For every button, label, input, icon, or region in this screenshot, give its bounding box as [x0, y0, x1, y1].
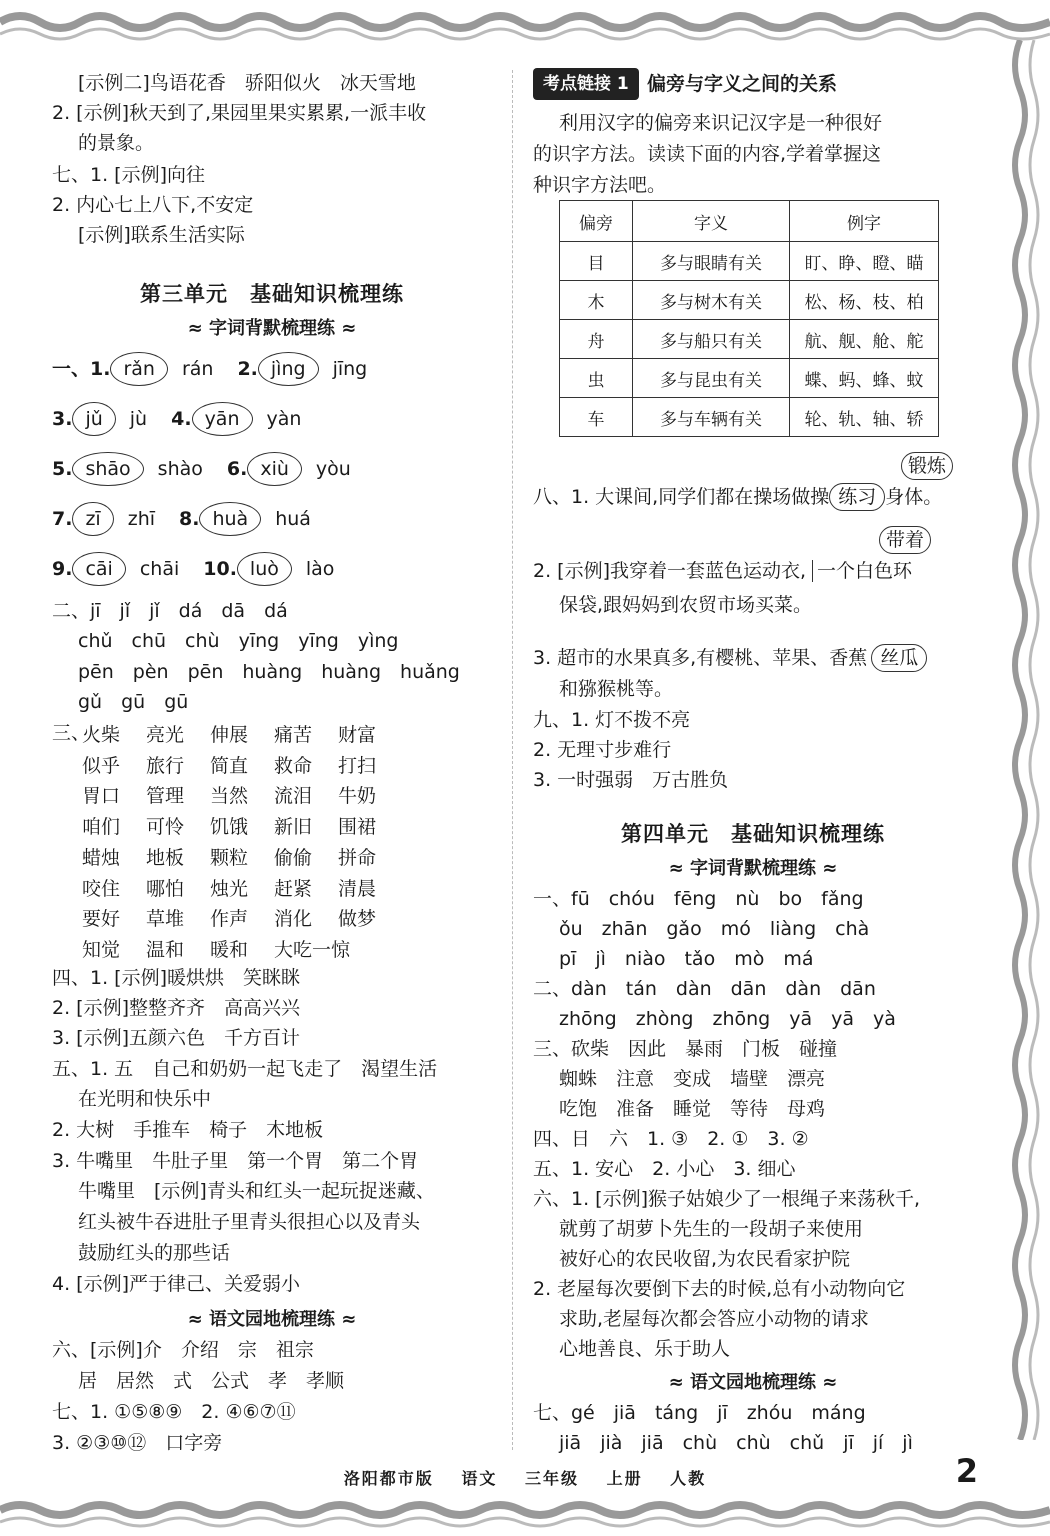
answer-line: 求助,老屋每次都会答应小动物的请求 — [559, 1308, 870, 1330]
answer-line: pī jì niào tǎo mò má — [559, 948, 814, 970]
question-number: 9. — [52, 558, 73, 580]
word: 当然 — [210, 785, 249, 808]
word: 流泪 — [274, 785, 313, 808]
footer-subject: 语文 — [461, 1469, 498, 1488]
pinyin: huá — [275, 508, 311, 530]
radical-table — [559, 200, 939, 437]
table-cell: 多与船只有关 — [633, 320, 790, 359]
answer-line: 2. 无理寸步难行 — [533, 739, 672, 761]
question-number: 2. — [237, 358, 258, 380]
answer-line: 4. [示例]严于律己、关爱弱小 — [52, 1273, 300, 1295]
answer-line: 保袋,跟妈妈到农贸市场买菜。 — [559, 594, 813, 616]
circled-pinyin: huà — [199, 502, 261, 536]
footer-edition: 洛阳都市版 — [343, 1469, 434, 1488]
word: 饥饿 — [210, 816, 249, 839]
table-header: 偏旁 — [560, 201, 633, 242]
circled-pinyin: zī — [72, 502, 113, 536]
section-subtitle: ≈ 字词背默梳理练 ≈ — [187, 318, 357, 339]
answer-line: 七、1. ①⑤⑧⑨ 2. ④⑥⑦⑪ — [52, 1401, 296, 1423]
word: 大吃一惊 — [274, 938, 351, 961]
pinyin-row — [52, 552, 358, 586]
answer-line: 六、1. [示例]猴子姑娘少了一根绳子来荡秋千, — [533, 1188, 921, 1210]
footer-publisher: 人教 — [670, 1469, 707, 1488]
word: 救命 — [274, 754, 313, 777]
footer — [0, 1466, 1050, 1489]
answer-line: 三、砍柴 因此 暴雨 门板 碰撞 — [533, 1038, 838, 1060]
table-cell: 多与眼睛有关 — [633, 242, 790, 281]
word: 咬住 — [82, 877, 121, 900]
table-row — [560, 359, 939, 398]
word: 似乎 — [82, 754, 121, 777]
word: 做梦 — [338, 908, 377, 931]
question-number: 一、1. — [52, 358, 111, 380]
unit-title: 第四单元 基础知识梳理练 — [621, 822, 885, 846]
word: 作声 — [210, 908, 249, 931]
table-cell: 多与昆虫有关 — [633, 359, 790, 398]
answer-line: 四、日 六 1. ③ 2. ① 3. ② — [533, 1128, 809, 1150]
answer-line: gǔ gū gū — [78, 691, 189, 713]
answer-line: 被好心的农民收留,为农民看家护院 — [559, 1248, 851, 1270]
answer-line: zhōng zhòng zhōng yā yā yà — [559, 1008, 896, 1030]
answer-line: 的景象。 — [78, 132, 155, 154]
intro-line: 种识字方法吧。 — [533, 174, 667, 196]
question-number: 4. — [171, 408, 192, 430]
top-border — [0, 0, 1050, 50]
table-cell: 松、杨、枝、柏 — [790, 281, 939, 320]
word: 要好 — [82, 908, 121, 931]
table-row — [560, 398, 939, 437]
answer-line — [533, 558, 912, 584]
unit-title: 第三单元 基础知识梳理练 — [140, 282, 404, 306]
word: 可怜 — [146, 816, 185, 839]
word-row — [82, 874, 402, 901]
answer-line: 2. 老屋每次要倒下去的时候,总有小动物向它 — [533, 1278, 906, 1300]
circled-pinyin: jìng — [258, 352, 319, 386]
circled-pinyin: xiù — [247, 452, 302, 486]
word: 清晨 — [338, 877, 377, 900]
answer-line: 二、dàn tán dàn dān dàn dān — [533, 978, 876, 1000]
word-row — [82, 904, 402, 931]
circled-pinyin: rǎn — [110, 352, 168, 386]
answer-text: 3. 超市的水果真多,有樱桃、苹果、香蕉 — [533, 647, 868, 669]
word: 知觉 — [82, 938, 121, 961]
table-row — [560, 320, 939, 359]
word: 赶紧 — [274, 877, 313, 900]
pinyin: yàn — [266, 408, 302, 430]
pinyin: rán — [181, 358, 214, 380]
answer-line: 和猕猴桃等。 — [559, 678, 674, 700]
answer-line: 一、fū chóu fēng nù bo fǎng — [533, 888, 864, 910]
question-number: 6. — [226, 458, 248, 480]
answer-line — [533, 483, 942, 511]
table-cell: 目 — [560, 242, 633, 281]
question-number: 10. — [203, 558, 237, 580]
answer-line: 红头被牛吞进肚子里青头很担心以及青头 — [78, 1211, 421, 1233]
intro-line: 利用汉字的偏旁来识记汉字是一种很好 — [559, 112, 883, 134]
word: 哪怕 — [146, 877, 185, 900]
word: 咱们 — [82, 816, 121, 839]
pinyin: jù — [129, 408, 148, 430]
pinyin: chāi — [139, 558, 180, 580]
table-header: 例字 — [790, 201, 939, 242]
correction-label: 带着 — [879, 526, 931, 554]
answer-line: 七、gé jiā táng jī zhóu máng — [533, 1402, 866, 1424]
table-cell: 木 — [560, 281, 633, 320]
table-row — [560, 281, 939, 320]
intro-line: 的识字方法。读读下面的内容,学着掌握这 — [533, 143, 882, 165]
page-number: 2 — [955, 1452, 978, 1490]
word: 新旧 — [274, 816, 313, 839]
word: 简直 — [210, 754, 249, 777]
table-cell: 轮、轨、轴、轿 — [790, 398, 939, 437]
word: 胃口 — [82, 785, 121, 808]
answer-line: 3. 一时强弱 万古胜负 — [533, 769, 729, 791]
word: 暖和 — [210, 938, 249, 961]
pinyin: jīng — [332, 358, 368, 380]
table-cell: 虫 — [560, 359, 633, 398]
word: 蜡烛 — [82, 846, 121, 869]
answer-line: 3. ②③⑩⑫ 口字旁 — [52, 1432, 223, 1454]
answer-line — [533, 644, 927, 672]
answer-text: 八、1. 大课间,同学们都在操场做操 — [533, 486, 830, 508]
table-cell: 舟 — [560, 320, 633, 359]
word: 牛奶 — [338, 785, 377, 808]
exam-point-badge: 考点链接 1 — [533, 68, 639, 100]
answer-line: 3. [示例]五颜六色 千方百计 — [52, 1027, 300, 1049]
pinyin: shào — [157, 458, 203, 480]
word: 地板 — [146, 846, 185, 869]
word: 亮光 — [146, 724, 185, 746]
word: 消化 — [274, 908, 313, 931]
circled-pinyin: jǔ — [72, 402, 115, 436]
answer-text: 身体。 — [885, 486, 943, 508]
question-number: 3. — [52, 408, 73, 430]
question-number: 8. — [179, 508, 200, 530]
pinyin-row — [52, 452, 375, 486]
answer-line: 七、1. [示例]向往 — [52, 164, 205, 186]
answer-line: 2. 大树 手推车 椅子 木地板 — [52, 1119, 324, 1141]
pinyin-row — [52, 502, 335, 536]
word: 伸展 — [210, 724, 249, 746]
circled-pinyin: shāo — [72, 452, 143, 486]
answer-line: 四、1. [示例]暖烘烘 笑眯眯 — [52, 967, 300, 989]
answer-text: 2. [示例]我穿着一套蓝色运动衣, — [533, 560, 807, 582]
badge-title: 偏旁与字义之间的关系 — [647, 73, 838, 95]
answer-line: 鼓励红头的那些话 — [78, 1242, 231, 1264]
answer-line: 居 居然 式 公式 孝 孝顺 — [78, 1370, 345, 1392]
answer-line: 六、[示例]介 介绍 宗 祖宗 — [52, 1339, 314, 1361]
word: 围裙 — [338, 816, 377, 839]
word-row — [82, 781, 402, 808]
section-label: 三、 — [52, 722, 91, 744]
pinyin: lào — [305, 558, 335, 580]
answer-line: 心地善良、乐于助人 — [559, 1338, 731, 1360]
table-cell: 多与树木有关 — [633, 281, 790, 320]
pinyin: zhī — [127, 508, 156, 530]
section-subtitle: ≈ 字词背默梳理练 ≈ — [668, 858, 838, 879]
word-row — [82, 843, 402, 870]
answer-line: 牛嘴里 [示例]青头和红头一起玩捉迷藏、 — [78, 1180, 435, 1202]
pinyin-row — [52, 402, 325, 436]
answer-line: 五、1. 安心 2. 小心 3. 细心 — [533, 1158, 796, 1180]
column-divider — [512, 70, 513, 1450]
word-row — [82, 751, 402, 778]
answer-line: chǔ chū chù yīng yīng yìng — [78, 630, 399, 652]
answer-text: 一个白色环 — [812, 560, 912, 582]
word: 温和 — [146, 938, 185, 961]
word: 旅行 — [146, 754, 185, 777]
answer-line: 2. 内心七上八下,不安定 — [52, 194, 254, 216]
answer-line: 就剪了胡萝卜先生的一段胡子来使用 — [559, 1218, 864, 1240]
pinyin-row — [52, 352, 391, 386]
answer-line: 2. [示例]整整齐齐 高高兴兴 — [52, 997, 300, 1019]
answer-line: pēn pèn pēn huàng huàng huǎng — [78, 661, 460, 683]
word-row — [82, 935, 351, 962]
table-cell: 航、舰、舱、舵 — [790, 320, 939, 359]
table-cell: 盯、睁、瞪、瞄 — [790, 242, 939, 281]
word: 草堆 — [146, 908, 185, 931]
table-cell: 蝶、蚂、蜂、蚊 — [790, 359, 939, 398]
word: 财富 — [338, 724, 377, 746]
pinyin: yòu — [315, 458, 351, 480]
word: 烛光 — [210, 877, 249, 900]
table-header: 字义 — [633, 201, 790, 242]
answer-line: 在光明和快乐中 — [78, 1088, 212, 1110]
table-cell: 多与车辆有关 — [633, 398, 790, 437]
answer-line: [示例二]鸟语花香 骄阳似火 冰天雪地 — [78, 72, 416, 94]
corrected-word: 丝瓜 — [871, 644, 927, 672]
answer-line: 九、1. 灯不拨不亮 — [533, 709, 691, 731]
circled-pinyin: yān — [192, 402, 253, 436]
answer-line: [示例]联系生活实际 — [78, 224, 245, 246]
question-number: 5. — [52, 458, 73, 480]
circled-pinyin: cāi — [72, 552, 125, 586]
question-number: 7. — [52, 508, 73, 530]
word: 打扫 — [338, 754, 377, 777]
table-row — [560, 242, 939, 281]
word: 火柴 — [82, 724, 121, 746]
table-cell: 车 — [560, 398, 633, 437]
answer-line: 二、jī jǐ jǐ dá dā dá — [52, 600, 288, 622]
word: 偷偷 — [274, 846, 313, 869]
answer-line: jiā jià jiā chù chù chǔ jī jí jì — [559, 1432, 913, 1454]
answer-line: 3. 牛嘴里 牛肚子里 第一个胃 第二个胃 — [52, 1150, 419, 1172]
answer-line: 蜘蛛 注意 变成 墙壁 漂亮 — [559, 1068, 826, 1090]
word: 痛苦 — [274, 724, 313, 746]
footer-term: 上册 — [606, 1469, 643, 1488]
bottom-border — [0, 1486, 1050, 1536]
answer-line: 吃饱 准备 睡觉 等待 母鸡 — [559, 1098, 826, 1120]
word: 颗粒 — [210, 846, 249, 869]
footer-grade: 三年级 — [524, 1469, 579, 1488]
word-row — [82, 812, 402, 839]
right-border — [990, 40, 1050, 1440]
corrected-word: 练习 — [829, 483, 885, 511]
word: 管理 — [146, 785, 185, 808]
answer-line: 2. [示例]秋天到了,果园里果实累累,一派丰收 — [52, 102, 427, 124]
circled-pinyin: luò — [237, 552, 292, 586]
word: 拼命 — [338, 846, 377, 869]
answer-line: 五、1. 五 自己和奶奶一起飞走了 渴望生活 — [52, 1058, 438, 1080]
section-subtitle: ≈ 语文园地梳理练 ≈ — [668, 1372, 838, 1393]
correction-label: 锻炼 — [901, 452, 953, 480]
answer-line: ǒu zhān gǎo mó liàng chà — [559, 918, 870, 940]
section-subtitle: ≈ 语文园地梳理练 ≈ — [187, 1309, 357, 1330]
word-row — [82, 720, 402, 747]
